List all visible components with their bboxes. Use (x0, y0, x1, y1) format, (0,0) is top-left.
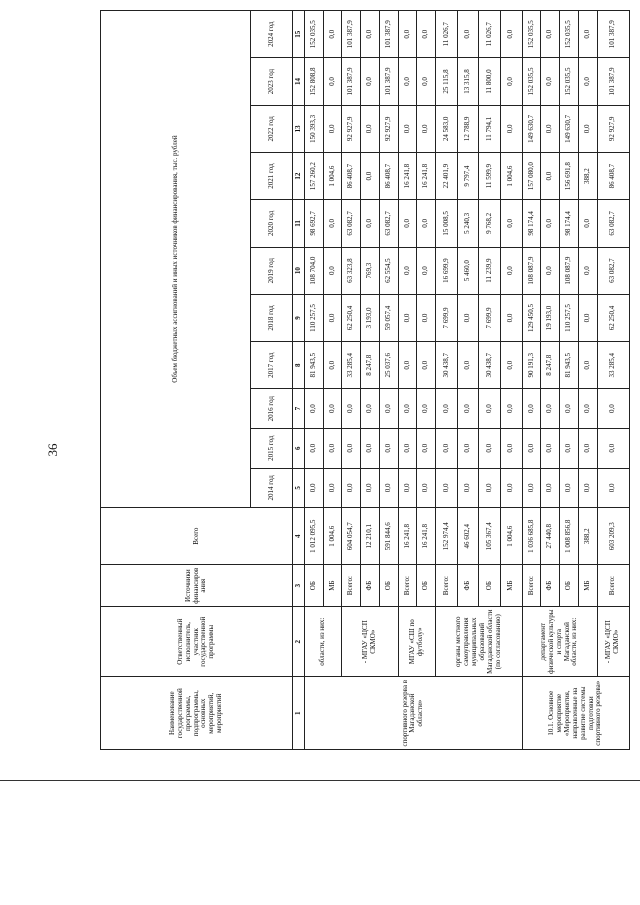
year-value-cell: 24 583,0 (436, 105, 458, 152)
year-value-cell: 0,0 (398, 468, 417, 508)
year-value-cell: 0,0 (323, 294, 342, 341)
year-value-cell: 0,0 (578, 389, 597, 429)
year-value-cell: 0,0 (361, 105, 380, 152)
year-value-cell: 7 699,9 (436, 294, 458, 341)
year-value-cell: 0,0 (500, 200, 522, 247)
year-value-cell: 0,0 (323, 11, 342, 58)
total-value-cell: 46 602,4 (457, 508, 479, 565)
year-value-cell: 0,0 (500, 247, 522, 294)
year-value-cell: 0,0 (500, 58, 522, 105)
year-value-cell: 0,0 (361, 200, 380, 247)
year-value-cell: 0,0 (560, 389, 579, 429)
year-value-cell: 11 026,7 (436, 11, 458, 58)
year-value-cell: 0,0 (305, 389, 324, 429)
header-year: 2015 год (251, 428, 293, 468)
year-value-cell: 108 087,9 (522, 247, 541, 294)
year-value-cell: 0,0 (398, 58, 417, 105)
year-value-cell: 86 408,7 (597, 152, 629, 199)
header-year: 2022 год (251, 105, 293, 152)
year-value-cell: 63 323,8 (342, 247, 361, 294)
total-value-cell: 105 367,4 (479, 508, 501, 565)
table-row (398, 11, 417, 750)
year-value-cell: 59 057,4 (379, 294, 398, 341)
year-value-cell: 63 082,7 (342, 200, 361, 247)
year-value-cell: 0,0 (398, 200, 417, 247)
year-value-cell: 101 387,9 (597, 11, 629, 58)
column-number: 14 (293, 58, 305, 105)
column-number: 12 (293, 152, 305, 199)
executor-cell: - МГАУ «ЦСП СКМО» (342, 607, 398, 677)
year-value-cell: 0,0 (457, 389, 479, 429)
year-value-cell: 1 004,6 (323, 152, 342, 199)
year-value-cell: 101 387,9 (379, 58, 398, 105)
year-value-cell: 149 630,7 (560, 105, 579, 152)
executor-cell: области, из них: (305, 607, 342, 677)
year-value-cell: 0,0 (500, 105, 522, 152)
year-value-cell: 0,0 (479, 389, 501, 429)
year-value-cell: 86 408,7 (379, 152, 398, 199)
year-value-cell: 86 408,7 (342, 152, 361, 199)
year-value-cell: 0,0 (417, 105, 436, 152)
total-value-cell: 591 844,6 (379, 508, 398, 565)
table-row (436, 11, 458, 750)
year-value-cell: 16 241,8 (417, 152, 436, 199)
total-value-cell: 1 012 095,5 (305, 508, 324, 565)
year-value-cell: 0,0 (323, 105, 342, 152)
year-value-cell: 62 250,4 (597, 294, 629, 341)
total-value-cell: 388,2 (578, 508, 597, 565)
total-value-cell: 12 210,1 (361, 508, 380, 565)
funding-source-cell: ОБ (479, 565, 501, 607)
header-year: 2017 год (251, 342, 293, 389)
year-value-cell: 157 080,0 (522, 152, 541, 199)
year-value-cell: 388,2 (578, 152, 597, 199)
year-value-cell: 0,0 (342, 389, 361, 429)
year-value-cell: 81 943,5 (305, 342, 324, 389)
year-value-cell: 0,0 (578, 247, 597, 294)
year-value-cell: 0,0 (398, 342, 417, 389)
year-value-cell: 9 797,4 (457, 152, 479, 199)
year-value-cell: 8 247,8 (361, 342, 380, 389)
year-value-cell: 0,0 (436, 389, 458, 429)
page-number: 36 (45, 443, 60, 457)
column-number: 4 (293, 508, 305, 565)
rotated-table-container (100, 10, 630, 750)
horizontal-rule (0, 780, 640, 781)
column-number: 8 (293, 342, 305, 389)
column-number: 11 (293, 200, 305, 247)
year-value-cell: 0,0 (305, 468, 324, 508)
year-value-cell: 0,0 (597, 468, 629, 508)
funding-source-cell: ОБ (417, 565, 436, 607)
total-value-cell: 27 440,8 (541, 508, 560, 565)
year-value-cell: 0,0 (500, 294, 522, 341)
funding-source-cell: Всего: (398, 565, 417, 607)
year-value-cell: 157 260,2 (305, 152, 324, 199)
year-value-cell: 0,0 (398, 11, 417, 58)
year-value-cell: 0,0 (398, 105, 417, 152)
year-value-cell: 0,0 (323, 468, 342, 508)
column-number: 5 (293, 468, 305, 508)
column-number: 6 (293, 428, 305, 468)
header-program-name: Наименование государственной программы, подпрограммы, основных мероприятий, мероприятий (101, 677, 293, 750)
year-value-cell: 152 035,5 (305, 11, 324, 58)
year-value-cell: 101 387,9 (379, 11, 398, 58)
year-value-cell: 63 082,7 (597, 247, 629, 294)
year-value-cell: 0,0 (541, 200, 560, 247)
year-value-cell: 769,3 (361, 247, 380, 294)
total-value-cell: 1 004,6 (500, 508, 522, 565)
year-value-cell: 101 387,9 (342, 58, 361, 105)
year-value-cell: 0,0 (398, 389, 417, 429)
year-value-cell: 0,0 (417, 247, 436, 294)
year-value-cell: 0,0 (417, 428, 436, 468)
year-value-cell: 0,0 (578, 11, 597, 58)
year-value-cell: 108 087,9 (560, 247, 579, 294)
year-value-cell: 0,0 (417, 200, 436, 247)
year-value-cell: 13 315,8 (457, 58, 479, 105)
year-value-cell: 152 035,5 (560, 58, 579, 105)
table-row (342, 11, 361, 750)
year-value-cell: 156 691,8 (560, 152, 579, 199)
year-value-cell: 0,0 (522, 389, 541, 429)
year-value-cell: 8 247,8 (541, 342, 560, 389)
year-value-cell: 0,0 (479, 468, 501, 508)
year-value-cell: 0,0 (361, 58, 380, 105)
year-value-cell: 0,0 (500, 342, 522, 389)
year-value-cell: 152 035,5 (522, 11, 541, 58)
year-value-cell: 90 191,3 (522, 342, 541, 389)
year-value-cell: 12 788,9 (457, 105, 479, 152)
year-value-cell: 5 240,3 (457, 200, 479, 247)
header-executor: Ответственный исполнитель, участник государственной программы (101, 607, 293, 677)
header-year: 2024 год (251, 11, 293, 58)
year-value-cell: 108 704,0 (305, 247, 324, 294)
funding-source-cell: ОБ (379, 565, 398, 607)
funding-source-cell: Всего: (436, 565, 458, 607)
year-value-cell: 98 174,4 (522, 200, 541, 247)
year-value-cell: 11 800,0 (479, 58, 501, 105)
year-value-cell: 0,0 (398, 294, 417, 341)
year-value-cell: 150 393,3 (305, 105, 324, 152)
table-row (305, 11, 324, 750)
funding-source-cell: ФБ (457, 565, 479, 607)
year-value-cell: 0,0 (323, 389, 342, 429)
year-value-cell: 0,0 (541, 58, 560, 105)
year-value-cell: 0,0 (417, 468, 436, 508)
year-value-cell: 152 808,8 (305, 58, 324, 105)
year-value-cell: 0,0 (436, 428, 458, 468)
year-value-cell: 5 460,0 (457, 247, 479, 294)
column-number: 3 (293, 565, 305, 607)
total-value-cell: 16 241,8 (417, 508, 436, 565)
executor-cell: департамент физической культуры и спорта Магаданской области, из них: (522, 607, 597, 677)
year-value-cell: 98 174,4 (560, 200, 579, 247)
year-value-cell: 0,0 (379, 428, 398, 468)
header-year: 2018 год (251, 294, 293, 341)
program-name: спортивного резерва в Магаданской области» (305, 677, 523, 750)
total-value-cell: 16 241,8 (398, 508, 417, 565)
column-number: 9 (293, 294, 305, 341)
program-name: 10.1. Основное мероприятие «Мероприятия, направленные на развитие системы подготовки спортивного резерва» (522, 677, 629, 750)
year-value-cell: 0,0 (522, 428, 541, 468)
header-year: 2014 год (251, 468, 293, 508)
year-value-cell: 0,0 (541, 152, 560, 199)
year-value-cell: 152 035,5 (522, 58, 541, 105)
year-value-cell: 62 554,5 (379, 247, 398, 294)
year-value-cell: 30 438,7 (436, 342, 458, 389)
year-value-cell: 0,0 (479, 428, 501, 468)
funding-source-cell: МБ (500, 565, 522, 607)
year-value-cell: 0,0 (541, 389, 560, 429)
year-value-cell: 0,0 (361, 152, 380, 199)
total-value-cell: 604 054,7 (342, 508, 361, 565)
funding-source-cell: ОБ (560, 565, 579, 607)
year-value-cell: 0,0 (457, 294, 479, 341)
year-value-cell: 110 257,5 (560, 294, 579, 341)
year-value-cell: 101 387,9 (597, 58, 629, 105)
header-funding-source: Источники финансирования (101, 565, 293, 607)
year-value-cell: 0,0 (436, 468, 458, 508)
header-year: 2021 год (251, 152, 293, 199)
year-value-cell: 33 285,4 (597, 342, 629, 389)
year-value-cell: 16 699,9 (436, 247, 458, 294)
year-value-cell: 0,0 (417, 294, 436, 341)
year-value-cell: 0,0 (361, 11, 380, 58)
year-value-cell: 92 927,9 (342, 105, 361, 152)
year-value-cell: 0,0 (541, 428, 560, 468)
year-value-cell: 0,0 (560, 468, 579, 508)
year-value-cell: 0,0 (597, 389, 629, 429)
year-value-cell: 0,0 (323, 200, 342, 247)
executor-cell: органы местного самоуправления муниципальных образований Магаданской области (по согласованию) (436, 607, 522, 677)
header-year: 2016 год (251, 389, 293, 429)
year-value-cell: 0,0 (361, 389, 380, 429)
year-value-cell: 11 599,9 (479, 152, 501, 199)
year-value-cell: 92 927,9 (379, 105, 398, 152)
year-value-cell: 0,0 (500, 468, 522, 508)
year-value-cell: 19 193,0 (541, 294, 560, 341)
funding-source-cell: Всего: (522, 565, 541, 607)
year-value-cell: 0,0 (578, 342, 597, 389)
year-value-cell: 0,0 (578, 58, 597, 105)
year-value-cell: 0,0 (342, 468, 361, 508)
year-value-cell: 152 035,5 (560, 11, 579, 58)
year-value-cell: 11 239,9 (479, 247, 501, 294)
year-value-cell: 63 082,7 (379, 200, 398, 247)
year-value-cell: 129 450,5 (522, 294, 541, 341)
year-value-cell: 92 927,9 (597, 105, 629, 152)
year-value-cell: 1 004,6 (500, 152, 522, 199)
year-value-cell: 0,0 (398, 247, 417, 294)
executor-cell: - МГАУ «ЦСП СКМО» (597, 607, 629, 677)
year-value-cell: 110 257,5 (305, 294, 324, 341)
total-value-cell: 1 008 856,8 (560, 508, 579, 565)
year-value-cell: 0,0 (457, 11, 479, 58)
year-value-cell: 15 008,5 (436, 200, 458, 247)
year-value-cell: 11 794,1 (479, 105, 501, 152)
year-value-cell: 149 630,7 (522, 105, 541, 152)
year-value-cell: 0,0 (323, 428, 342, 468)
year-value-cell: 22 401,9 (436, 152, 458, 199)
year-value-cell: 3 193,0 (361, 294, 380, 341)
year-value-cell: 0,0 (417, 342, 436, 389)
year-value-cell: 0,0 (457, 468, 479, 508)
year-value-cell: 0,0 (417, 389, 436, 429)
year-value-cell: 0,0 (457, 342, 479, 389)
year-value-cell: 0,0 (541, 11, 560, 58)
year-value-cell: 0,0 (578, 200, 597, 247)
year-value-cell: 0,0 (379, 389, 398, 429)
year-value-cell: 81 943,5 (560, 342, 579, 389)
year-value-cell: 30 438,7 (479, 342, 501, 389)
year-value-cell: 0,0 (323, 247, 342, 294)
year-value-cell: 0,0 (560, 428, 579, 468)
total-value-cell: 603 209,3 (597, 508, 629, 565)
year-value-cell: 25 115,8 (436, 58, 458, 105)
executor-cell: МГАУ «СШ по футболу» (398, 607, 435, 677)
year-value-cell: 16 241,8 (398, 152, 417, 199)
year-value-cell: 0,0 (541, 105, 560, 152)
year-value-cell: 0,0 (361, 468, 380, 508)
header-funding-group: Объем бюджетных ассигнований и иных источников финансирования, тыс. рублей (101, 11, 251, 508)
funding-source-cell: МБ (578, 565, 597, 607)
total-value-cell: 1 036 685,8 (522, 508, 541, 565)
year-value-cell: 98 692,7 (305, 200, 324, 247)
funding-source-cell: ФБ (361, 565, 380, 607)
year-value-cell: 0,0 (457, 428, 479, 468)
year-value-cell: 0,0 (398, 428, 417, 468)
year-value-cell: 0,0 (578, 428, 597, 468)
year-value-cell: 33 285,4 (342, 342, 361, 389)
year-value-cell: 0,0 (417, 58, 436, 105)
year-value-cell: 0,0 (417, 11, 436, 58)
year-value-cell: 0,0 (500, 428, 522, 468)
year-value-cell: 0,0 (305, 428, 324, 468)
header-year: 2020 год (251, 200, 293, 247)
year-value-cell: 0,0 (578, 468, 597, 508)
year-value-cell: 62 250,4 (342, 294, 361, 341)
column-number: 10 (293, 247, 305, 294)
header-total: Всего (101, 508, 293, 565)
column-number: 1 (293, 677, 305, 750)
funding-source-cell: ФБ (541, 565, 560, 607)
funding-source-cell: ОБ (305, 565, 324, 607)
year-value-cell: 0,0 (342, 428, 361, 468)
table-row (522, 11, 541, 750)
column-number: 2 (293, 607, 305, 677)
year-value-cell: 0,0 (597, 428, 629, 468)
year-value-cell: 0,0 (578, 294, 597, 341)
year-value-cell: 0,0 (500, 11, 522, 58)
year-value-cell: 25 037,6 (379, 342, 398, 389)
year-value-cell: 63 082,7 (597, 200, 629, 247)
year-value-cell: 0,0 (323, 58, 342, 105)
year-value-cell: 0,0 (578, 105, 597, 152)
total-value-cell: 152 974,4 (436, 508, 458, 565)
table-row (597, 11, 629, 750)
year-value-cell: 0,0 (541, 468, 560, 508)
funding-source-cell: Всего: (597, 565, 629, 607)
year-value-cell: 0,0 (323, 342, 342, 389)
year-value-cell: 7 699,9 (479, 294, 501, 341)
year-value-cell: 0,0 (522, 468, 541, 508)
year-value-cell: 0,0 (361, 428, 380, 468)
funding-source-cell: МБ (323, 565, 342, 607)
year-value-cell: 9 768,2 (479, 200, 501, 247)
column-number: 13 (293, 105, 305, 152)
year-value-cell: 0,0 (379, 468, 398, 508)
financing-table (100, 10, 630, 750)
header-year: 2023 год (251, 58, 293, 105)
column-number: 7 (293, 389, 305, 429)
funding-source-cell: Всего: (342, 565, 361, 607)
column-number: 15 (293, 11, 305, 58)
year-value-cell: 101 387,9 (342, 11, 361, 58)
year-value-cell: 11 026,7 (479, 11, 501, 58)
year-value-cell: 0,0 (541, 247, 560, 294)
total-value-cell: 1 004,6 (323, 508, 342, 565)
header-year: 2019 год (251, 247, 293, 294)
year-value-cell: 0,0 (500, 389, 522, 429)
